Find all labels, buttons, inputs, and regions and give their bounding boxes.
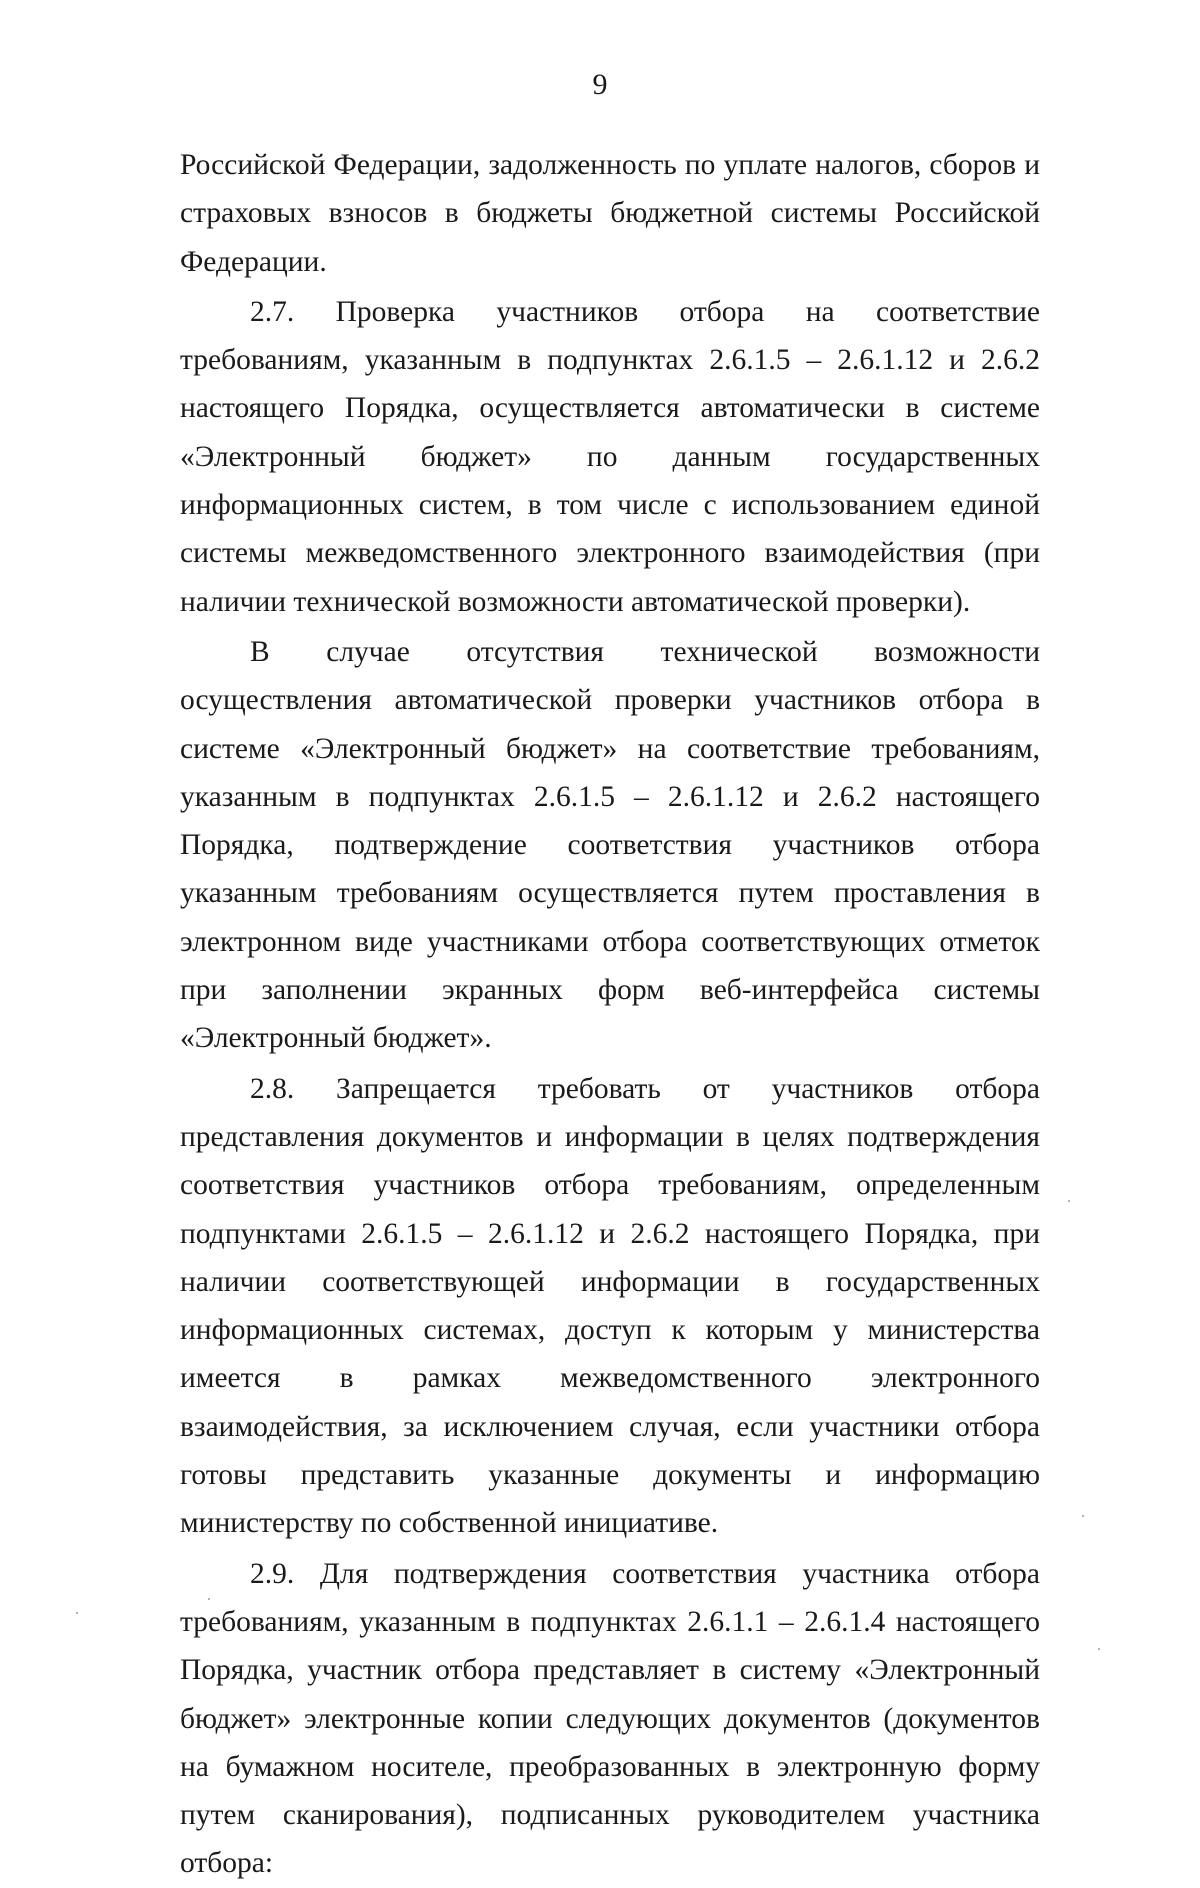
page-number: 9 (592, 68, 608, 101)
paragraph-2-8: 2.8. Запрещается требовать от участников отбора представления документов и информации в целях подтверждения соответствия участников отбора требованиям, определенным подпунктами 2.6.1.5 – 2.6.1.12 и 2.6.2 настоящего Порядка, при наличии соответствующей информации в государственных информационных системах, доступ к которым у министерства имеется в рамках межведомственного электронного взаимодействия, за исключением случая, если участники отбора готовы представить указанные документы и информацию министерству по собственной инициативе. (180, 1072, 1040, 1540)
paragraph-continuation: Российской Федерации, задолженность по уплате налогов, сборов и страховых взносов в бюджеты бюджетной системы Российской Федерации. (180, 149, 1040, 278)
paragraph-no-technical-possibility: В случае отсутствия технической возможности осуществления автоматической проверки участников отбора в системе «Электронный бюджет» на соответствие требованиям, указанным в подпунктах 2.6.1.5 – 2.6.1.12 и 2.6.2 настоящего Порядка, подтверждение соответствия участников отбора указанным требованиям осуществляется путем проставления в электронном виде участниками отбора соответствующих отметок при заполнении экранных форм веб-интерфейса системы «Электронный бюджет». (180, 635, 1040, 1055)
scan-speck (1068, 1200, 1070, 1202)
document-body (180, 141, 1040, 1888)
scan-speck (76, 1612, 78, 1614)
scan-speck (208, 1598, 210, 1600)
scan-speck (1082, 1515, 1084, 1517)
paragraph-2-9: 2.9. Для подтверждения соответствия участника отбора требованиям, указанным в подпунктах 2.6.1.1 – 2.6.1.4 настоящего Порядка, участник отбора представляет в систему «Электронный бюджет» электронные копии следующих документов (документов на бумажном носителе, преобразованных в электронную форму путем сканирования), подписанных руководителем участника отбора: (180, 1557, 1040, 1880)
scan-speck (1098, 1648, 1100, 1650)
paragraph-2-7: 2.7. Проверка участников отбора на соответствие требованиям, указанным в подпунктах 2.6.1.5 – 2.6.1.12 и 2.6.2 настоящего Порядка, осуществляется автоматически в системе «Электронный бюджет» по данным государственных информационных систем, в том числе с использованием единой системы межведомственного электронного взаимодействия (при наличии технической возможности автоматической проверки). (180, 295, 1040, 618)
